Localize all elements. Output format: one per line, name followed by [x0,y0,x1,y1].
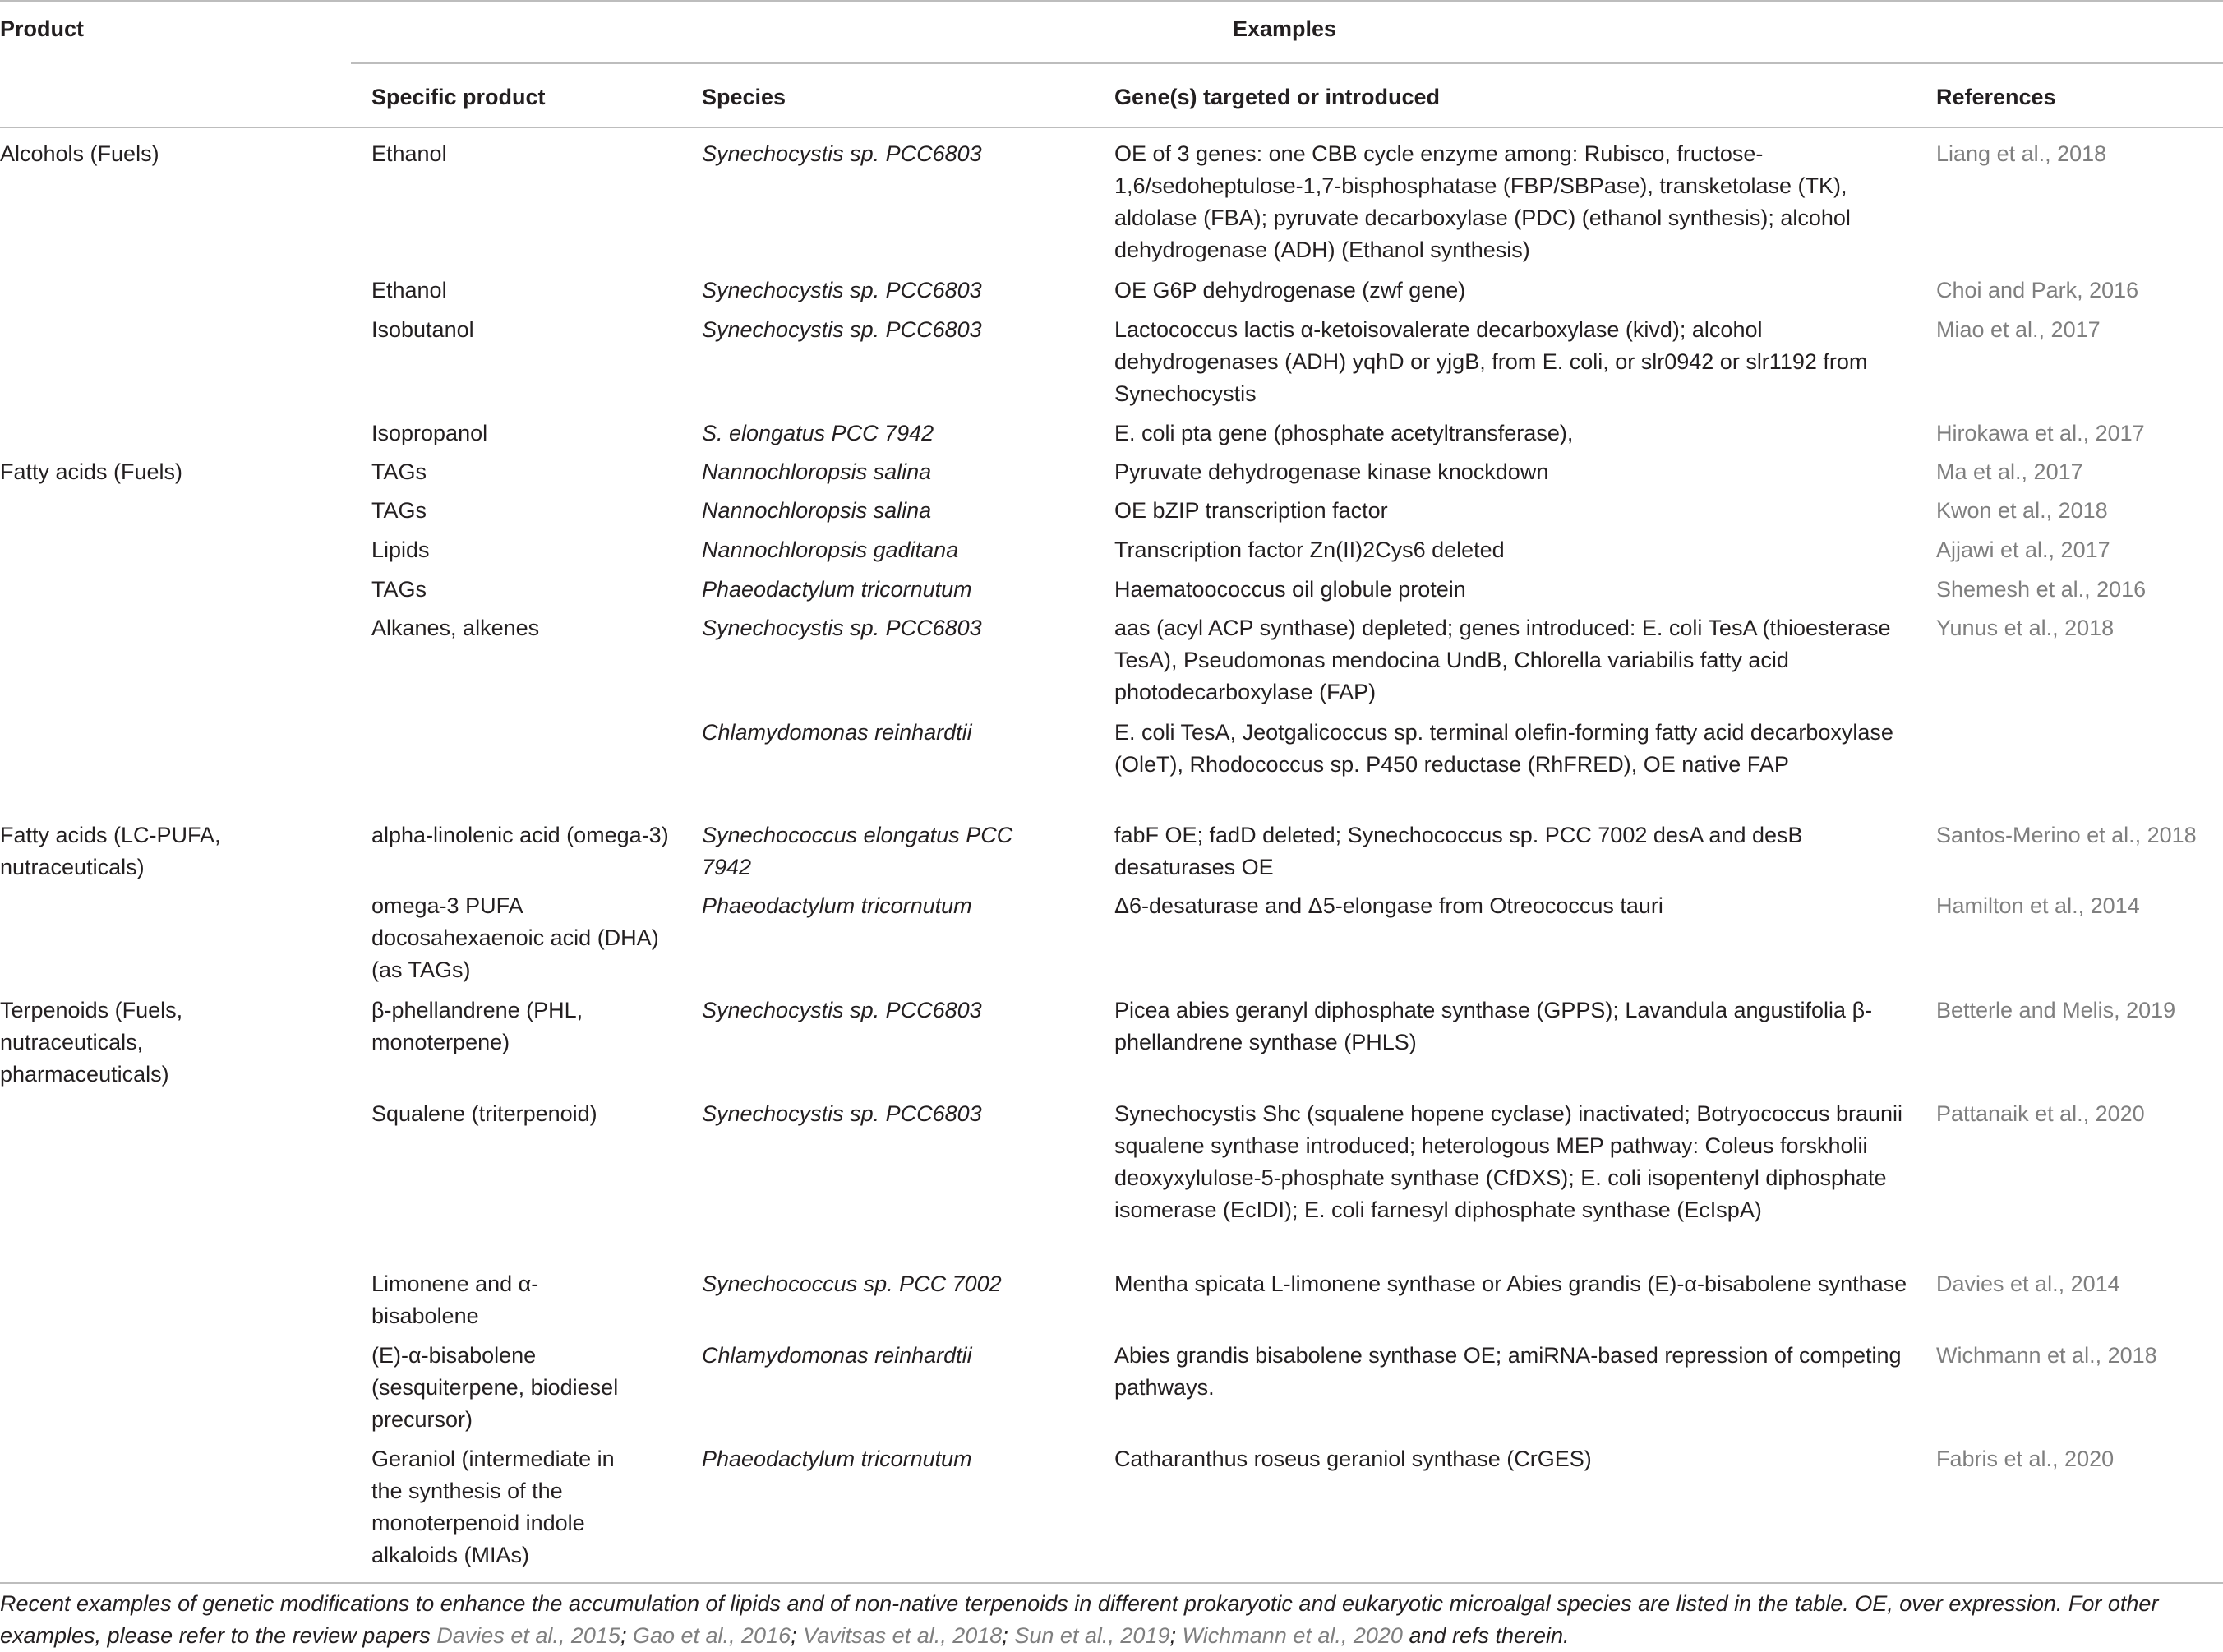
row-product: omega-3 PUFA docosahexaenoic acid (DHA) (as TAGs) [371,893,659,982]
row-genes: Δ6-desaturase and Δ5-elongase from Otreococcus tauri [1114,893,1663,918]
row-genes: OE bZIP transcription factor [1114,498,1388,523]
row-product: Isopropanol [371,421,488,445]
caption-ref[interactable]: Gao et al., 2016 [632,1623,791,1648]
row-species: Synechocystis sp. PCC6803 [702,141,982,166]
row-category: Terpenoids (Fuels, nutraceuticals, pharmaceuticals) [0,998,183,1087]
row-reference: Hamilton et al., 2014 [1936,893,2140,918]
row-category: Fatty acids (LC-PUFA, nutraceuticals) [0,823,221,879]
row-genes: Catharanthus roseus geraniol synthase (CrGES) [1114,1447,1592,1471]
header-specific-product: Specific product [371,85,546,109]
header-rule [0,127,2223,128]
row-species: Chlamydomonas reinhardtii [702,1343,972,1368]
caption-separator: ; [620,1623,627,1648]
row-genes: OE G6P dehydrogenase (zwf gene) [1114,278,1466,302]
row-genes: Synechocystis Shc (squalene hopene cyclase) inactivated; Botryococcus braunii squalene synthase introduced; heterologous MEP pathway: Coleus forskholii deoxyxylulose-5-phosphate synthase (CfDXS); E. coli isopentenyl diphosphate isomerase (EcIDI); E. coli farnesyl diphosphate synthase (EcIspA) [1114,1101,1903,1222]
header-product: Product [0,16,85,41]
row-species: Synechococcus sp. PCC 7002 [702,1271,1002,1296]
caption-separator: ; [791,1623,797,1648]
row-product: (E)-α-bisabolene (sesquiterpene, biodiesel precursor) [371,1343,619,1432]
row-genes: Mentha spicata L-limonene synthase or Abies grandis (E)-α-bisabolene synthase [1114,1271,1907,1296]
row-genes: aas (acyl ACP synthase) depleted; genes introduced: E. coli TesA (thioesterase TesA), Pseudomonas mendocina UndB, Chlorella variabilis fatty acid photodecarboxylase (FAP) [1114,616,1891,704]
row-species: Synechocystis sp. PCC6803 [702,616,982,640]
examples-rule [351,62,2223,64]
bottom-rule [0,1582,2223,1584]
row-species: Phaeodactylum tricornutum [702,577,972,602]
header-examples: Examples [1233,16,1337,41]
row-product: TAGs [371,577,427,602]
row-genes: Lactococcus lactis α-ketoisovalerate decarboxylase (kivd); alcohol dehydrogenases (ADH) yqhD or yjgB, from E. coli, or slr0942 or slr1192 from Synechocystis [1114,317,1868,406]
row-species: Synechocystis sp. PCC6803 [702,317,982,342]
row-product: alpha-linolenic acid (omega-3) [371,823,669,847]
caption-tail: and refs therein. [1409,1623,1570,1648]
row-product: TAGs [371,498,427,523]
row-species: Chlamydomonas reinhardtii [702,720,972,745]
row-genes: Pyruvate dehydrogenase kinase knockdown [1114,459,1549,484]
caption-ref[interactable]: Davies et al., 2015 [436,1623,620,1648]
row-genes: fabF OE; fadD deleted; Synechococcus sp. PCC 7002 desA and desB desaturases OE [1114,823,1803,879]
header-species: Species [702,85,786,109]
row-reference: Wichmann et al., 2018 [1936,1343,2157,1368]
row-product: Squalene (triterpenoid) [371,1101,597,1126]
row-category: Alcohols (Fuels) [0,141,159,166]
row-product: Ethanol [371,278,447,302]
caption-ref[interactable]: Wichmann et al., 2020 [1182,1623,1403,1648]
caption-text: Recent examples of genetic modifications to enhance the accumulation of lipids and of non-native terpenoids in different prokaryotic and eukaryotic microalgal species are listed in the table. OE, over expression. For other examples, please refer to the review papers [0,1591,2159,1648]
caption-ref[interactable]: Sun et al., 2019 [1014,1623,1170,1648]
row-species: Nannochloropsis salina [702,459,932,484]
row-reference: Santos-Merino et al., 2018 [1936,823,2197,847]
row-species: Nannochloropsis salina [702,498,932,523]
top-rule [0,0,2223,2]
row-reference: Fabris et al., 2020 [1936,1447,2115,1471]
row-reference: Hirokawa et al., 2017 [1936,421,2145,445]
row-product: TAGs [371,459,427,484]
row-genes: Abies grandis bisabolene synthase OE; amiRNA-based repression of competing pathways. [1114,1343,1902,1400]
row-product: Limonene and α-bisabolene [371,1271,539,1328]
row-genes: Haematoococcus oil globule protein [1114,577,1466,602]
row-species: Phaeodactylum tricornutum [702,1447,972,1471]
row-genes: Picea abies geranyl diphosphate synthase (GPPS); Lavandula angustifolia β-phellandrene synthase (PHLS) [1114,998,1873,1054]
row-species: Synechococcus elongatus PCC 7942 [702,823,1013,879]
header-references: References [1936,85,2056,109]
row-product: Ethanol [371,141,447,166]
row-genes: OE of 3 genes: one CBB cycle enzyme among: Rubisco, fructose-1,6/sedoheptulose-1,7-bisphosphatase (FBP/SBPase), transketolase (TK), aldolase (FBA); pyruvate decarboxylase (PDC) (ethanol synthesis); alcohol dehydrogenase (ADH) (Ethanol synthesis) [1114,141,1851,262]
row-reference: Pattanaik et al., 2020 [1936,1101,2145,1126]
row-product: Isobutanol [371,317,474,342]
row-product: Lipids [371,538,430,562]
row-reference: Ma et al., 2017 [1936,459,2083,484]
row-product: Alkanes, alkenes [371,616,540,640]
row-genes: Transcription factor Zn(II)2Cys6 deleted [1114,538,1505,562]
row-species: Synechocystis sp. PCC6803 [702,278,982,302]
row-product: Geraniol (intermediate in the synthesis of the monoterpenoid indole alkaloids (MIAs) [371,1447,615,1567]
row-reference: Davies et al., 2014 [1936,1271,2120,1296]
row-reference: Betterle and Melis, 2019 [1936,998,2176,1022]
row-species: Phaeodactylum tricornutum [702,893,972,918]
caption-ref[interactable]: Vavitsas et al., 2018 [803,1623,1003,1648]
header-genes: Gene(s) targeted or introduced [1114,85,1441,109]
row-reference: Kwon et al., 2018 [1936,498,2108,523]
row-species: Nannochloropsis gaditana [702,538,959,562]
row-reference: Choi and Park, 2016 [1936,278,2139,302]
row-reference: Miao et al., 2017 [1936,317,2101,342]
row-genes: E. coli TesA, Jeotgalicoccus sp. terminal olefin-forming fatty acid decarboxylase (OleT), Rhodococcus sp. P450 reductase (RhFRED), OE native FAP [1114,720,1893,777]
caption-separator: ; [1002,1623,1008,1648]
row-species: S. elongatus PCC 7942 [702,421,934,445]
row-reference: Yunus et al., 2018 [1936,616,2115,640]
row-species: Synechocystis sp. PCC6803 [702,998,982,1022]
row-genes: E. coli pta gene (phosphate acetyltransferase), [1114,421,1574,445]
row-reference: Liang et al., 2018 [1936,141,2107,166]
row-category: Fatty acids (Fuels) [0,459,183,484]
caption-separator: ; [1169,1623,1176,1648]
row-species: Synechocystis sp. PCC6803 [702,1101,982,1126]
row-reference: Shemesh et al., 2016 [1936,577,2147,602]
row-product: β-phellandrene (PHL, monoterpene) [371,998,583,1054]
row-reference: Ajjawi et al., 2017 [1936,538,2110,562]
table-caption [0,1588,2219,1652]
